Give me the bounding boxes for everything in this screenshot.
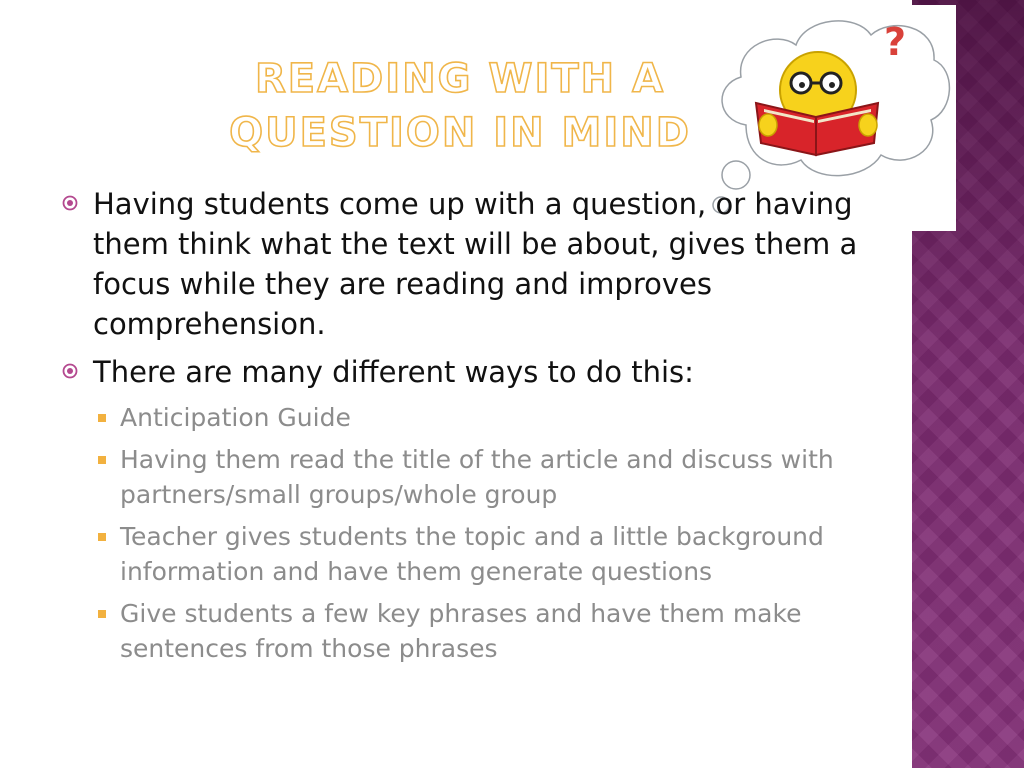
title-line-1: READING WITH A — [254, 56, 666, 102]
bullet-item — [62, 352, 862, 392]
square-icon — [98, 414, 106, 422]
bullet-text: There are many different ways to do this: — [93, 355, 694, 389]
sub-bullet-item — [98, 400, 862, 435]
square-icon — [98, 456, 106, 464]
sub-bullet-list — [98, 400, 862, 666]
sub-bullet-text: Having them read the title of the article and discuss with partners/small groups/whole group — [120, 445, 834, 509]
bullet-text: Having students come up with a question, or having them think what the text will be about, gives them a focus while they are reading and improves comprehension. — [93, 187, 858, 341]
sub-bullet-text: Teacher gives students the topic and a little background information and have them generate questions — [120, 522, 824, 586]
square-icon — [98, 533, 106, 541]
bullet-item — [62, 184, 862, 344]
sub-bullet-item — [98, 519, 862, 589]
title-line-2: QUESTION IN MIND — [229, 110, 691, 156]
square-icon — [98, 610, 106, 618]
slide-title — [210, 52, 710, 160]
sub-bullet-item — [98, 442, 862, 512]
sub-bullet-text: Give students a few key phrases and have them make sentences from those phrases — [120, 599, 802, 663]
sub-bullet-text: Anticipation Guide — [120, 403, 351, 432]
circle-dot-icon — [62, 195, 78, 211]
circle-dot-icon — [62, 363, 78, 379]
sub-bullet-item — [98, 596, 862, 666]
svg-text:?: ? — [884, 20, 907, 64]
slide-body — [62, 184, 862, 673]
